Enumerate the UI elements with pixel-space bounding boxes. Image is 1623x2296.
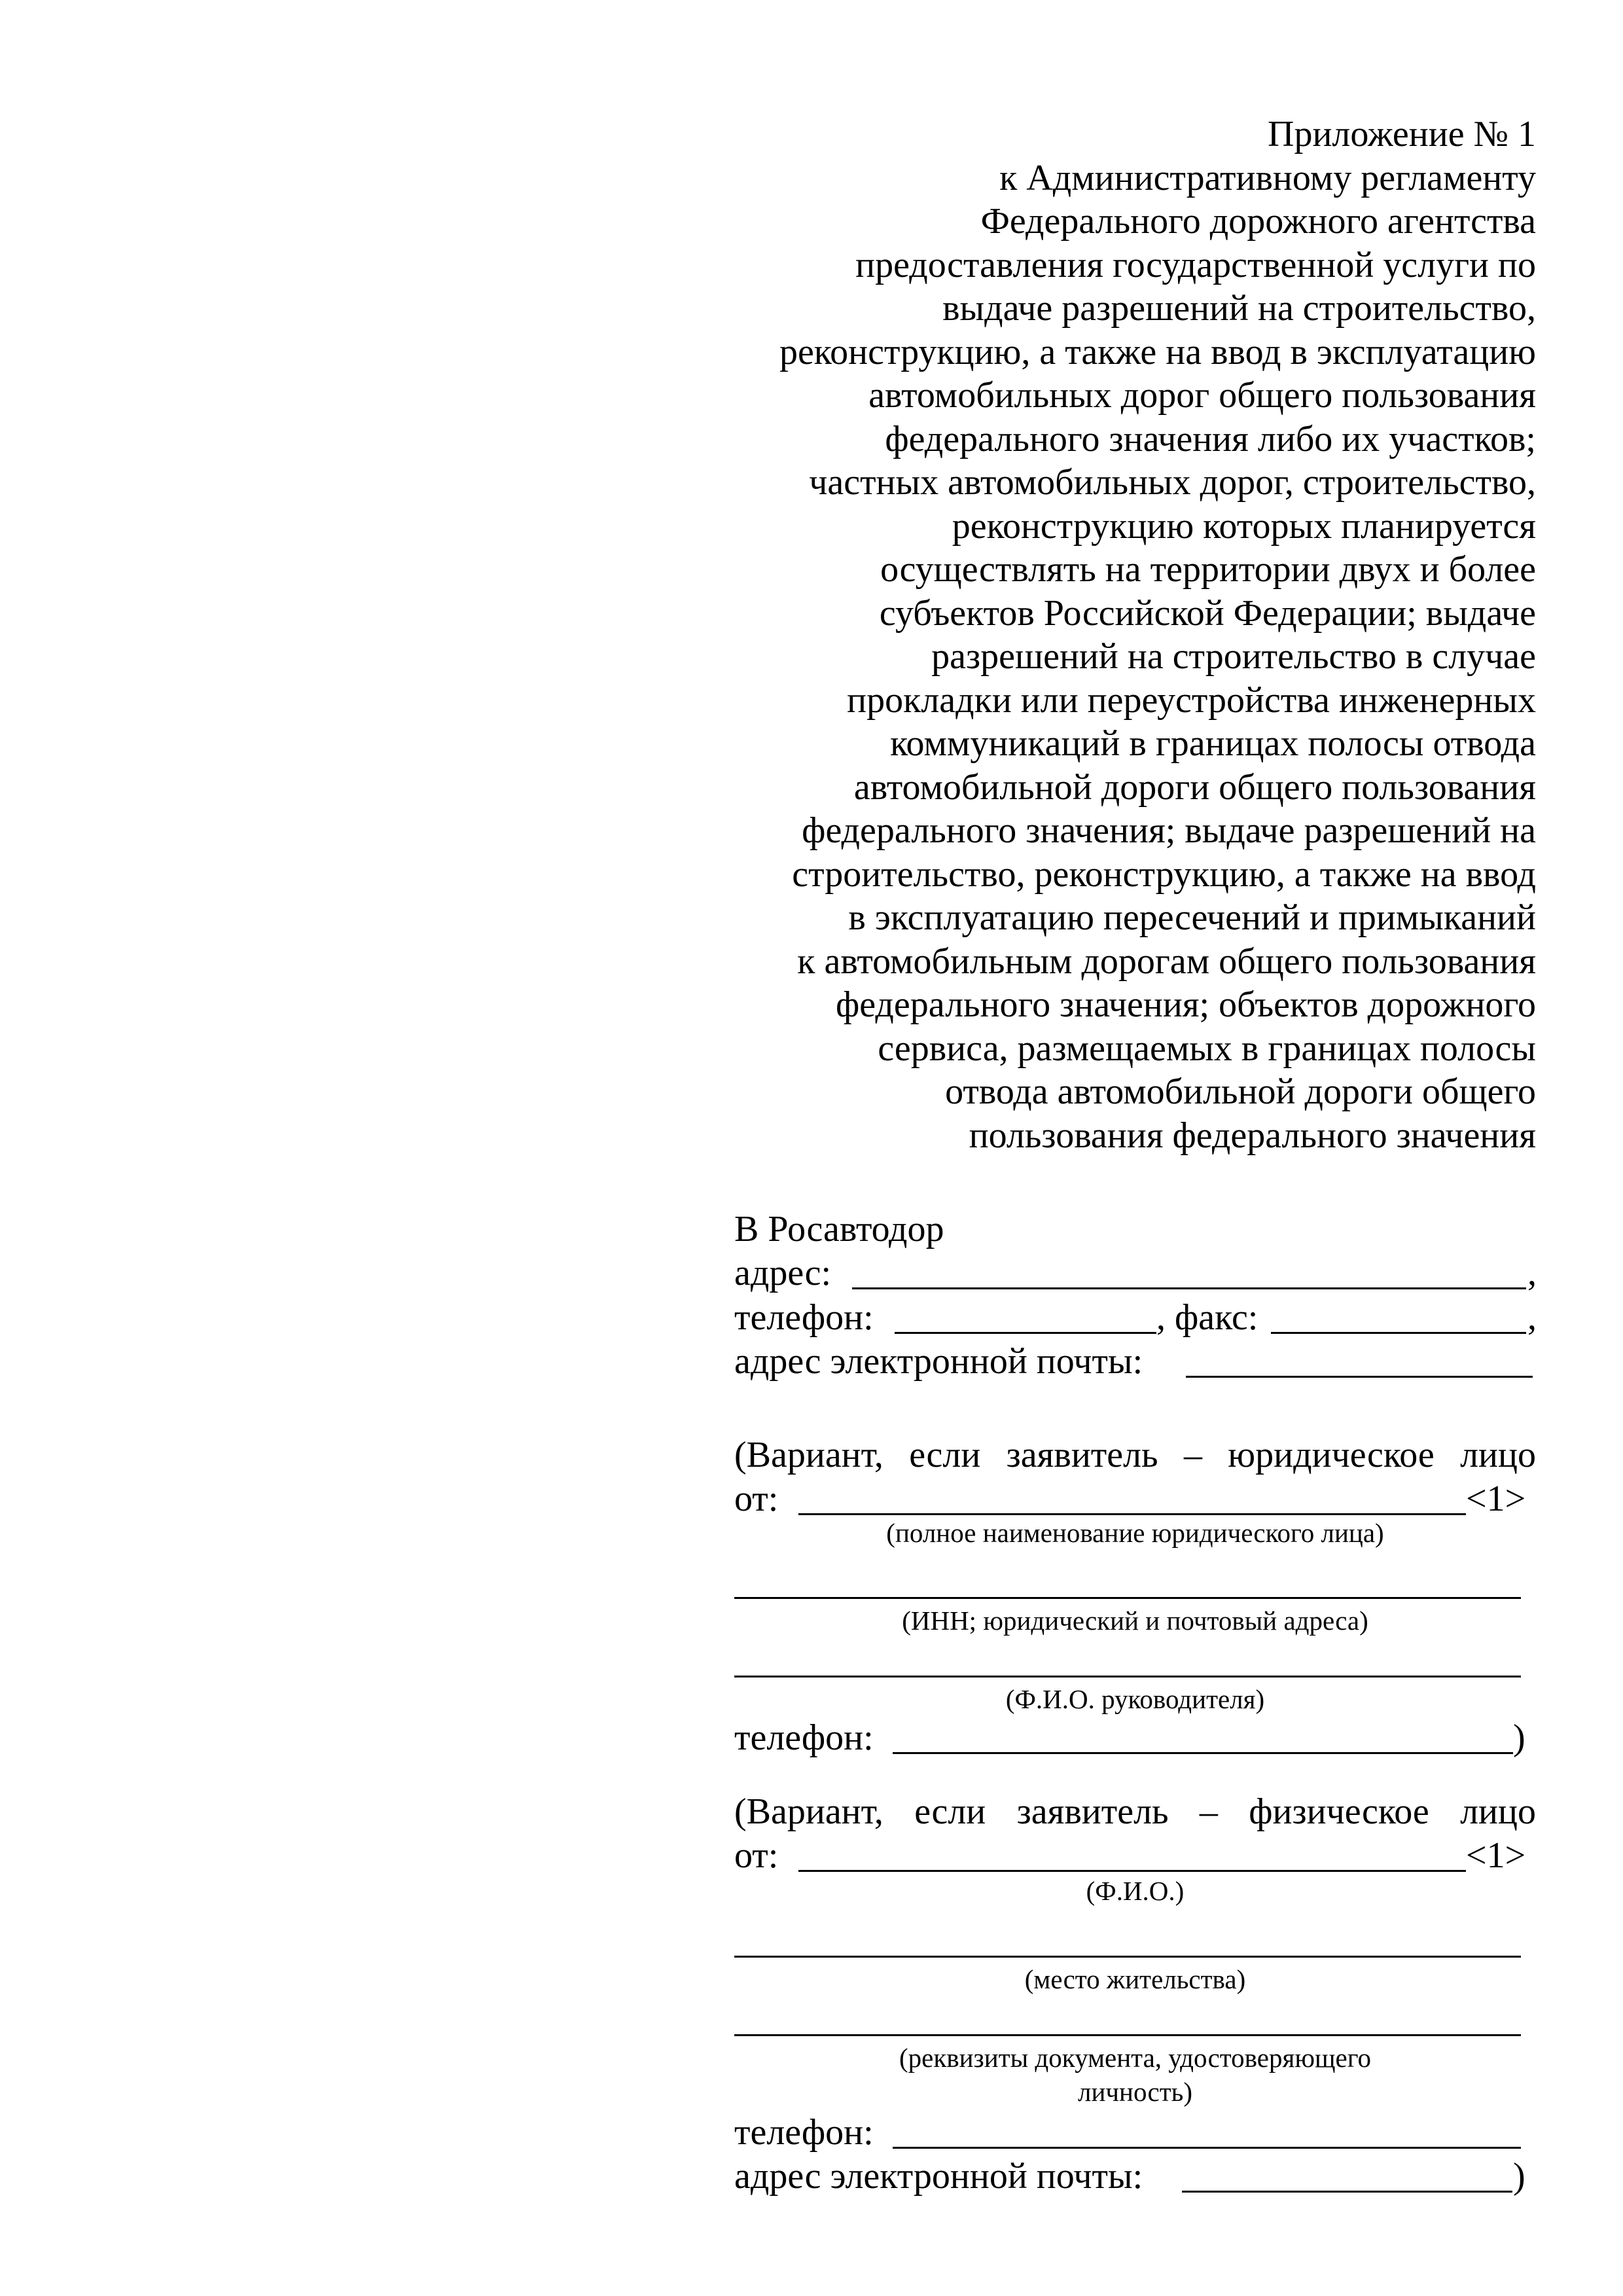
individual-email-row (734, 2155, 1536, 2198)
phone-fax-row (734, 1296, 1536, 1339)
header-line: пользования федерального значения (969, 1115, 1536, 1156)
header-line: Федерального дорожного агентства (980, 201, 1536, 242)
phone-field[interactable] (895, 1332, 1156, 1334)
header-line: автомобильных дорог общего пользования (868, 375, 1536, 416)
heading-word: заявитель (1006, 1435, 1158, 1475)
individual-phone-row (734, 2111, 1536, 2154)
header-line: к Административному регламенту (999, 157, 1536, 198)
footnote-marker: <1> (1466, 1835, 1526, 1876)
header-line: реконструкцию которых планируется (952, 505, 1536, 547)
header-line: Приложение № 1 (1268, 114, 1536, 154)
legal-entity-heading (734, 1433, 1536, 1477)
address-comma: , (1527, 1253, 1537, 1293)
header-line: реконструкцию, а также на ввод в эксплуатацию (779, 331, 1536, 372)
legal-phone-field[interactable] (893, 1752, 1513, 1754)
heading-word: физическое (1249, 1791, 1429, 1832)
heading-word: (Вариант, (734, 1435, 883, 1475)
header-line: прокладки или переустройства инженерных (847, 679, 1536, 721)
from-label: от: (734, 1479, 779, 1519)
email-field[interactable] (1186, 1376, 1533, 1378)
phone-label: телефон: (734, 1717, 874, 1758)
individual-doc-caption-line1: (реквизиты документа, удостоверяющего (899, 2043, 1372, 2073)
header-line: осуществлять на территории двух и более (880, 549, 1536, 590)
individual-fio-field[interactable] (798, 1870, 1466, 1872)
heading-word: (Вариант, (734, 1791, 883, 1832)
header-line: субъектов Российской Федерации; выдаче (879, 592, 1536, 634)
legal-head-caption: (Ф.И.О. руководителя) (1005, 1684, 1265, 1714)
legal-inn-field[interactable] (734, 1597, 1521, 1599)
legal-phone-row (734, 1716, 1536, 1759)
email-label: адрес электронной почты: (734, 2156, 1143, 2197)
heading-word: – (1199, 1791, 1218, 1832)
legal-from-row (734, 1477, 1536, 1520)
close-paren: ) (1513, 1717, 1525, 1758)
addressee-to (734, 1208, 1536, 1251)
individual-email-field[interactable] (1182, 2191, 1512, 2193)
heading-word: если (909, 1435, 981, 1475)
heading-word: лицо (1460, 1435, 1536, 1475)
header-line: автомобильной дороги общего пользования (853, 766, 1536, 808)
header-line: коммуникаций в границах полосы отвода (890, 723, 1536, 764)
individual-heading (734, 1790, 1536, 1833)
legal-name-field[interactable] (798, 1513, 1466, 1515)
address-label: адрес: (734, 1253, 832, 1293)
fax-label: , факс: (1156, 1297, 1258, 1338)
individual-from-row (734, 1834, 1536, 1877)
legal-head-field[interactable] (734, 1676, 1521, 1677)
individual-residence-field[interactable] (734, 1956, 1521, 1958)
address-row (734, 1251, 1536, 1295)
appendix-header (685, 113, 1536, 1157)
heading-word: заявитель (1016, 1791, 1169, 1832)
individual-residence-caption: (место жительства) (1024, 1964, 1246, 1994)
email-label: адрес электронной почты: (734, 1341, 1143, 1382)
phone-label: телефон: (734, 2112, 874, 2153)
header-line: к автомобильным дорогам общего пользования (797, 941, 1536, 982)
header-line: федерального значения; объектов дорожного (836, 984, 1536, 1025)
header-line: строительство, реконструкцию, а также на ввод (792, 853, 1536, 895)
legal-name-caption: (полное наименование юридического лица) (886, 1518, 1384, 1548)
heading-word: если (914, 1791, 986, 1832)
from-label: от: (734, 1835, 779, 1876)
header-line: федерального значения; выдаче разрешений на (802, 810, 1536, 851)
header-line: предоставления государственной услуги по (855, 244, 1536, 285)
fax-field[interactable] (1271, 1332, 1526, 1334)
close-paren: ) (1513, 2156, 1525, 2197)
footnote-marker: <1> (1466, 1479, 1526, 1519)
header-line: отвода автомобильной дороги общего (945, 1071, 1536, 1112)
individual-doc-caption-line2: личность) (1078, 2077, 1192, 2107)
header-line: сервиса, размещаемых в границах полосы (878, 1028, 1536, 1069)
header-line: выдаче разрешений на строительство, (942, 288, 1536, 329)
heading-word: – (1183, 1435, 1202, 1475)
header-line: федерального значения либо их участков; (885, 418, 1536, 459)
addressee-to-text: В Росавтодор (734, 1209, 944, 1249)
address-field[interactable] (852, 1287, 1526, 1289)
heading-word: юридическое (1228, 1435, 1435, 1475)
individual-fio-caption: (Ф.И.О.) (1086, 1876, 1185, 1906)
header-line: частных автомобильных дорог, строительство, (809, 462, 1536, 503)
heading-word: лицо (1460, 1791, 1536, 1832)
email-row (734, 1340, 1536, 1383)
header-line: разрешений на строительство в случае (931, 636, 1536, 677)
legal-inn-caption: (ИНН; юридический и почтовый адреса) (902, 1605, 1368, 1636)
individual-doc-field[interactable] (734, 2034, 1521, 2036)
phone-label: телефон: (734, 1297, 874, 1338)
fax-comma: , (1527, 1297, 1537, 1338)
individual-phone-field[interactable] (893, 2147, 1521, 2149)
header-line: в эксплуатацию пересечений и примыканий (848, 897, 1536, 938)
